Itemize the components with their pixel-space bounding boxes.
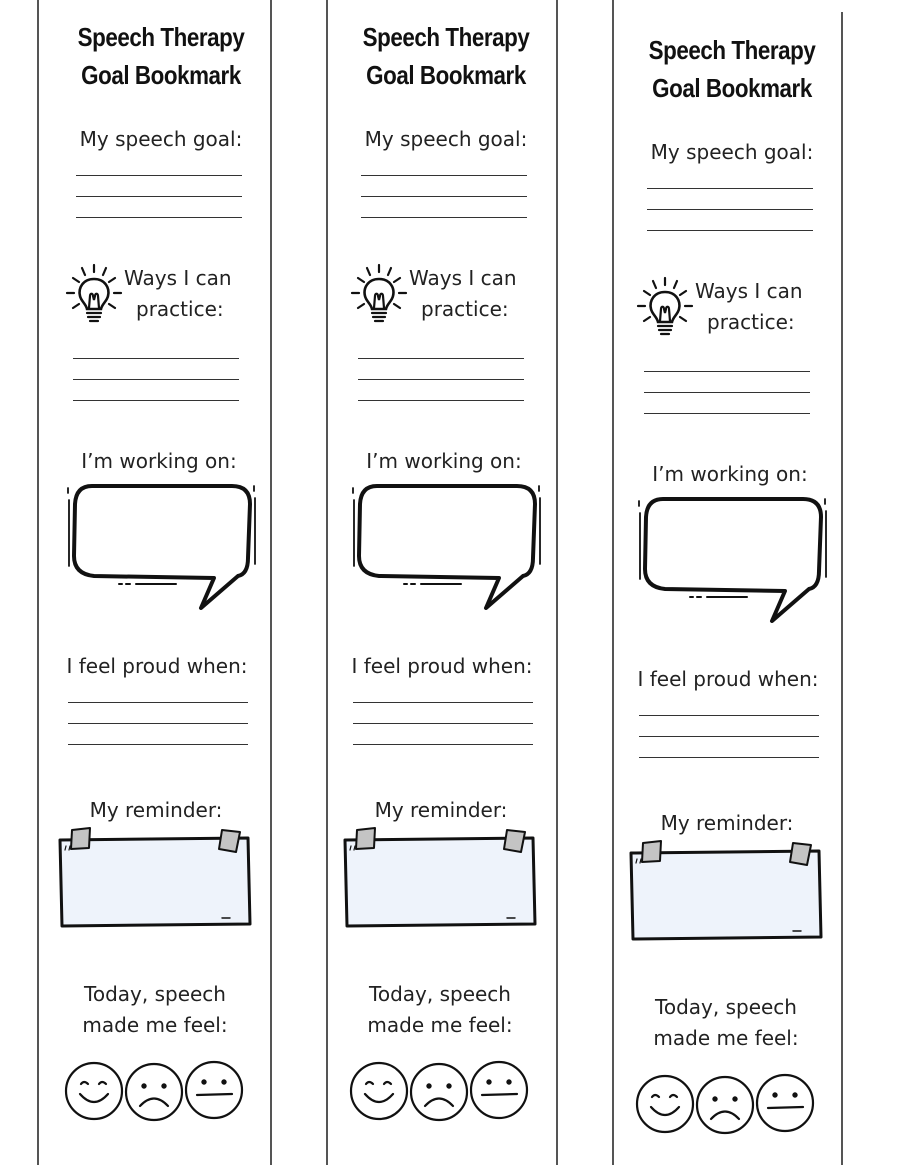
neutral-face-icon[interactable]: [471, 1062, 527, 1118]
practice-write-line[interactable]: [358, 358, 524, 359]
goal-write-line[interactable]: [647, 230, 813, 231]
happy-face-icon[interactable]: [66, 1063, 122, 1119]
feel-label-line1: Today, speech: [369, 982, 511, 1006]
taped-note-icon[interactable]: [341, 826, 539, 930]
feel-label-line2: made me feel:: [367, 1013, 513, 1037]
taped-note-icon[interactable]: [56, 826, 254, 930]
happy-face-icon[interactable]: [351, 1063, 407, 1119]
feel-label-line2: made me feel:: [653, 1026, 799, 1050]
lightbulb-icon: [635, 275, 697, 341]
practice-write-line[interactable]: [73, 400, 239, 401]
cut-line-1: [37, 0, 39, 1165]
cut-line-2: [270, 0, 272, 1165]
proud-write-line[interactable]: [353, 744, 533, 745]
proud-write-line[interactable]: [639, 757, 819, 758]
practice-write-line[interactable]: [644, 371, 810, 372]
working-label: I’m working on:: [652, 462, 808, 486]
neutral-face-icon[interactable]: [186, 1062, 242, 1118]
practice-label-line2: practice:: [707, 310, 795, 334]
goal-write-line[interactable]: [647, 209, 813, 210]
goal-write-line[interactable]: [76, 196, 242, 197]
cut-line-5: [612, 0, 614, 1165]
practice-write-line[interactable]: [644, 392, 810, 393]
neutral-face-icon[interactable]: [757, 1075, 813, 1131]
proud-label: I feel proud when:: [637, 667, 819, 691]
bookmark-title-line2: Goal Bookmark: [652, 73, 812, 103]
speech-bubble-icon[interactable]: [635, 491, 829, 627]
bookmark-title-line1: Speech Therapy: [362, 22, 530, 52]
feel-label-line2: made me feel:: [82, 1013, 228, 1037]
proud-write-line[interactable]: [639, 736, 819, 737]
practice-label-line2: practice:: [136, 297, 224, 321]
proud-write-line[interactable]: [68, 702, 248, 703]
goal-label: My speech goal:: [650, 140, 814, 164]
working-label: I’m working on:: [366, 449, 522, 473]
proud-write-line[interactable]: [639, 715, 819, 716]
proud-write-line[interactable]: [68, 723, 248, 724]
proud-write-line[interactable]: [68, 744, 248, 745]
proud-label: I feel proud when:: [351, 654, 533, 678]
practice-label-line1: Ways I can: [409, 266, 517, 290]
happy-face-icon[interactable]: [637, 1076, 693, 1132]
practice-write-line[interactable]: [73, 358, 239, 359]
goal-label: My speech goal:: [364, 127, 528, 151]
reminder-label: My reminder:: [374, 798, 508, 822]
practice-label-line1: Ways I can: [124, 266, 232, 290]
bookmark-title-line1: Speech Therapy: [77, 22, 245, 52]
goal-write-line[interactable]: [361, 217, 527, 218]
mood-faces: [635, 1071, 819, 1137]
goal-write-line[interactable]: [361, 196, 527, 197]
proud-label: I feel proud when:: [66, 654, 248, 678]
reminder-label: My reminder:: [89, 798, 223, 822]
sad-face-icon[interactable]: [697, 1077, 753, 1133]
speech-bubble-icon[interactable]: [64, 478, 258, 614]
goal-label: My speech goal:: [79, 127, 243, 151]
practice-label-line2: practice:: [421, 297, 509, 321]
proud-write-line[interactable]: [353, 702, 533, 703]
lightbulb-icon: [349, 262, 411, 328]
feel-label-line1: Today, speech: [655, 995, 797, 1019]
bookmark-title-line2: Goal Bookmark: [366, 60, 526, 90]
goal-write-line[interactable]: [76, 175, 242, 176]
goal-write-line[interactable]: [76, 217, 242, 218]
sad-face-icon[interactable]: [411, 1064, 467, 1120]
practice-write-line[interactable]: [73, 379, 239, 380]
mood-faces: [64, 1058, 248, 1124]
practice-write-line[interactable]: [358, 379, 524, 380]
cut-line-4: [556, 0, 558, 1165]
mood-faces: [349, 1058, 533, 1124]
goal-write-line[interactable]: [361, 175, 527, 176]
practice-label-line1: Ways I can: [695, 279, 803, 303]
practice-write-line[interactable]: [644, 413, 810, 414]
lightbulb-icon: [64, 262, 126, 328]
reminder-label: My reminder:: [660, 811, 794, 835]
taped-note-icon[interactable]: [627, 839, 825, 943]
cut-line-6: [841, 12, 843, 1165]
bookmark-title-line2: Goal Bookmark: [81, 60, 241, 90]
bookmark-title-line1: Speech Therapy: [648, 35, 816, 65]
goal-write-line[interactable]: [647, 188, 813, 189]
proud-write-line[interactable]: [353, 723, 533, 724]
working-label: I’m working on:: [81, 449, 237, 473]
speech-bubble-icon[interactable]: [349, 478, 543, 614]
practice-write-line[interactable]: [358, 400, 524, 401]
sad-face-icon[interactable]: [126, 1064, 182, 1120]
feel-label-line1: Today, speech: [84, 982, 226, 1006]
